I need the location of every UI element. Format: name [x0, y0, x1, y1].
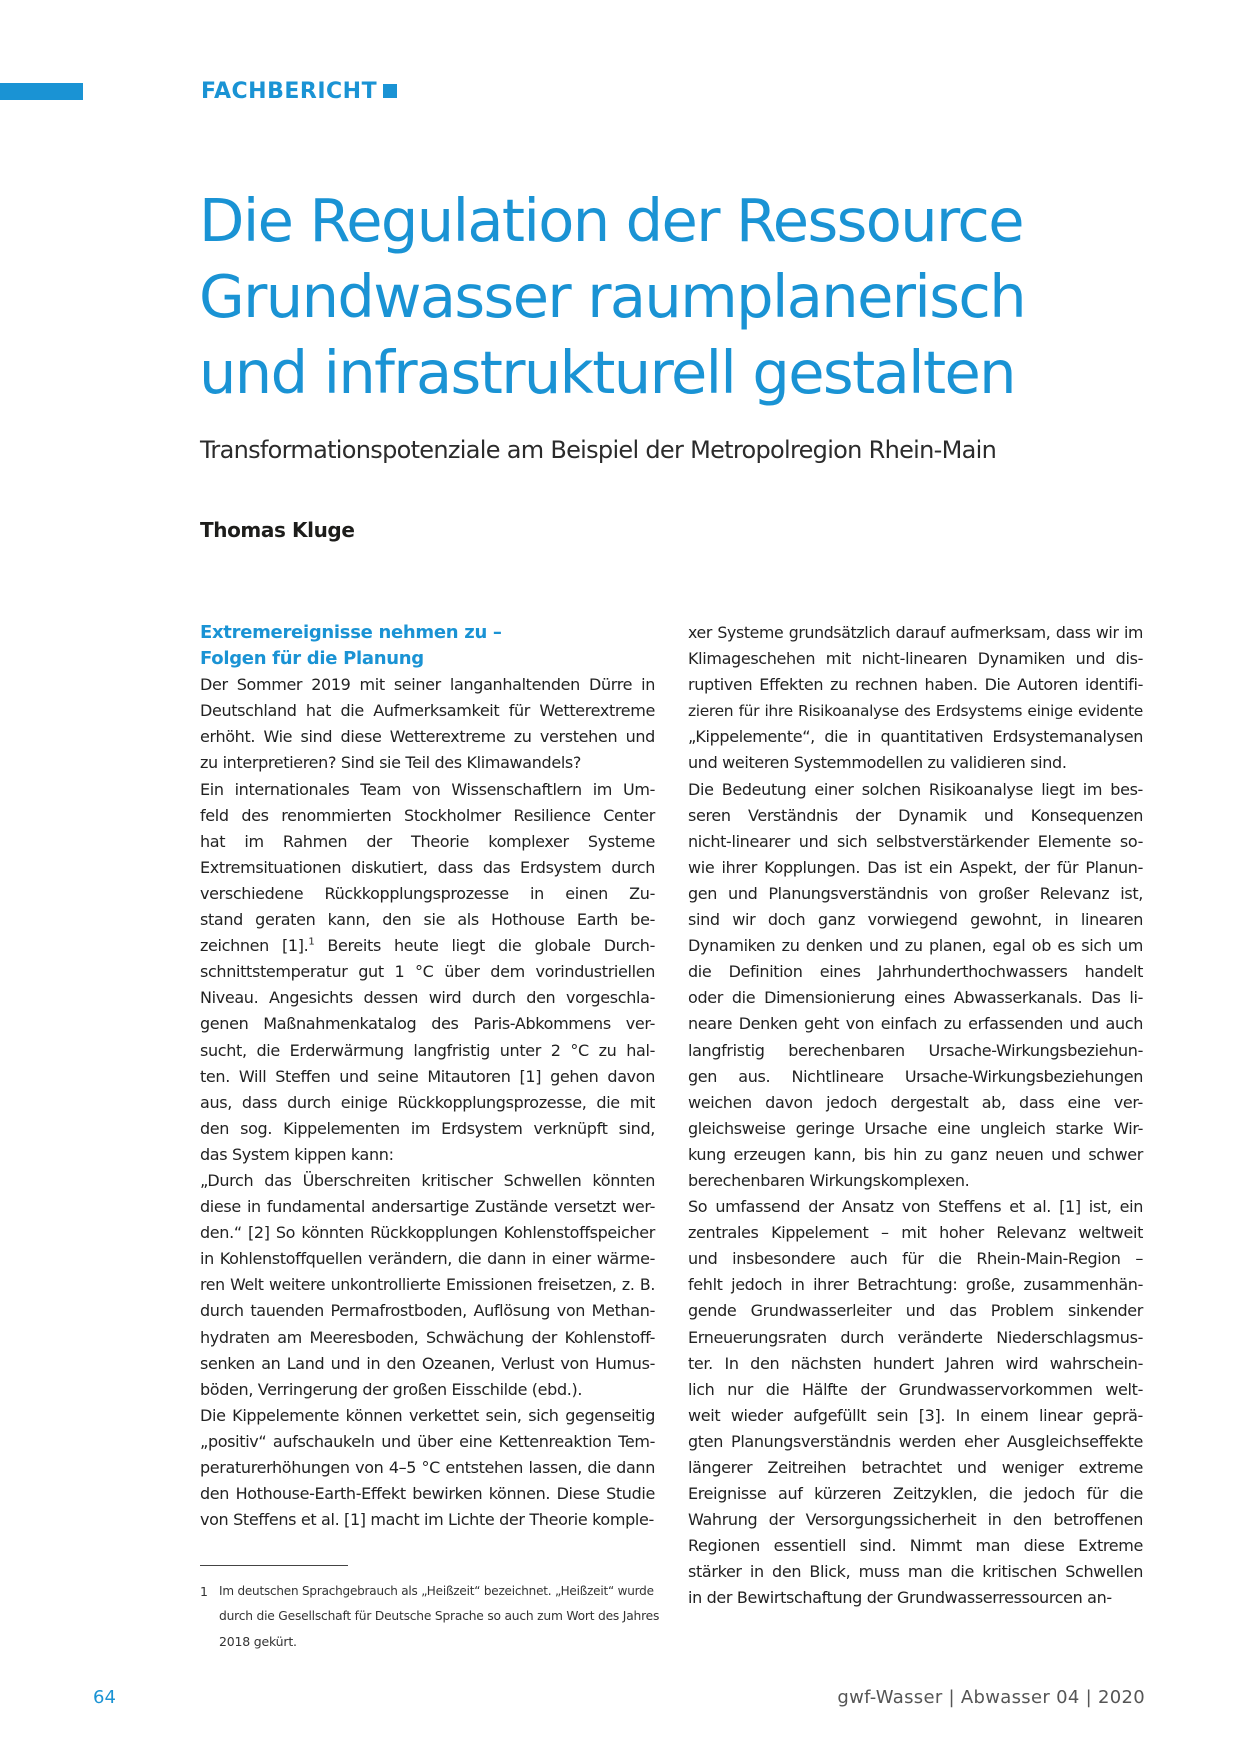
text-line: und weiteren Systemmodellen zu validieren sind.	[688, 753, 1067, 773]
text-line: fehlt jedoch in ihrer Betrachtung: große, zusammenhän-	[688, 1275, 1143, 1295]
right-column	[688, 620, 1143, 1612]
text-line: erhöht. Wie sind diese Wetterextreme zu verstehen und	[200, 727, 655, 747]
text-line: oder die Dimensionierung eines Abwasserkanals. Das li-	[688, 988, 1143, 1008]
text-line: schnittstemperatur gut 1 °C über dem vorindustriellen	[200, 962, 655, 982]
text-line: nicht-linearer und sich selbstverstärkender Elemente so-	[688, 831, 1143, 851]
footnote-line: durch die Gesellschaft für Deutsche Sprache so auch zum Wort des Jahres	[219, 1609, 660, 1623]
text-line: hat im Rahmen der Theorie komplexer Systeme	[200, 831, 655, 851]
text-segment: zeichnen [1].	[200, 936, 309, 956]
text-line: gen aus. Nichtlineare Ursache-Wirkungsbeziehungen	[688, 1066, 1143, 1086]
text-line: in Kohlenstoffquellen verändern, die dann in einer wärme-	[200, 1249, 655, 1269]
article-subtitle: Transformationspotenziale am Beispiel der Metropolregion Rhein-Main	[200, 436, 997, 464]
text-line: „positiv“ aufschaukeln und über eine Kettenreaktion Tem-	[200, 1431, 655, 1451]
text-line: So umfassend der Ansatz von Steffens et al. [1] ist, ein	[688, 1197, 1143, 1217]
text-line: und insbesondere auch für die Rhein-Main-Region –	[688, 1249, 1143, 1269]
text-line: den Hothouse-Earth-Effekt bewirken können. Diese Studie	[200, 1484, 655, 1504]
text-line: Die Bedeutung einer solchen Risikoanalyse liegt im bes-	[688, 779, 1143, 799]
text-line: „Durch das Überschreiten kritischer Schwellen könnten	[200, 1170, 655, 1190]
text-line: gleichsweise geringe Ursache eine ungleich starke Wir-	[688, 1118, 1143, 1138]
text-line: senken an Land und in den Ozeanen, Verlust von Humus-	[200, 1353, 655, 1373]
text-line: ren Welt weitere unkontrollierte Emissionen freisetzen, z. B.	[200, 1275, 655, 1295]
section-heading: Extremereignisse nehmen zu –	[200, 622, 502, 643]
text-line: Erneuerungsraten durch veränderte Niederschlagsmus-	[688, 1327, 1143, 1347]
text-line: Klimageschehen mit nicht-linearen Dynamiken und dis-	[688, 649, 1143, 669]
text-line: Deutschland hat die Aufmerksamkeit für Wetterextreme	[200, 701, 655, 721]
text-line: Dynamiken zu denken und zu planen, egal ob es sich um	[688, 936, 1143, 956]
title-line: Die Regulation der Ressource	[199, 186, 1023, 255]
accent-bar	[0, 83, 83, 100]
footnote-divider	[200, 1565, 348, 1566]
text-line: langfristig berechenbaren Ursache-Wirkungsbeziehun-	[688, 1040, 1143, 1060]
text-line: sind wir doch ganz vorwiegend gewohnt, in linearen	[688, 910, 1143, 930]
text-line: Die Kippelemente können verkettet sein, sich gegenseitig	[200, 1405, 655, 1425]
title-line: und infrastrukturell gestalten	[199, 338, 1015, 407]
text-line: diese in fundamental andersartige Zustände versetzt wer-	[200, 1197, 655, 1217]
text-line: gten Planungsverständnis werden eher Ausgleichseffekte	[688, 1431, 1143, 1451]
text-line: den.“ [2] So könnten Rückkopplungen Kohlenstoffspeicher	[200, 1223, 655, 1243]
section-heading: Folgen für die Planung	[200, 648, 424, 670]
text-line: weichen davon jedoch dergestalt ab, dass eine ver-	[688, 1092, 1143, 1112]
section-label: FACHBERICHT	[201, 79, 378, 104]
text-line: ruptiven Effekten zu rechnen haben. Die Autoren identifi-	[688, 675, 1143, 695]
text-line: den sog. Kippelementen im Erdsystem verknüpft sind,	[200, 1118, 655, 1138]
text-line: böden, Verringerung der großen Eisschilde (ebd.).	[200, 1379, 583, 1399]
footnote-number: 1	[200, 1584, 208, 1599]
journal-name: gwf-Wasser | Abwasser 04 | 2020	[837, 1687, 1145, 1708]
title-line: Grundwasser raumplanerisch	[199, 262, 1025, 331]
text-line: feld des renommierten Stockholmer Resilience Center	[200, 805, 655, 825]
text-line: Regionen essentiell sind. Nimmt man diese Extreme	[688, 1536, 1143, 1556]
text-line: neare Denken geht von einfach zu erfassenden und auch	[688, 1014, 1143, 1034]
text-line: von Steffens et al. [1] macht im Lichte der Theorie komple-	[200, 1510, 654, 1530]
text-line: Wahrung der Versorgungssicherheit in den betroffenen	[688, 1510, 1143, 1530]
text-line: ter. In den nächsten hundert Jahren wird wahrschein-	[688, 1353, 1143, 1373]
text-line: zentrales Kippelement – mit hoher Relevanz weltweit	[688, 1223, 1143, 1243]
author-name: Thomas Kluge	[200, 518, 355, 542]
footnote-line: 2018 gekürt.	[219, 1634, 297, 1649]
text-line: seren Verständnis der Dynamik und Konsequenzen	[688, 805, 1143, 825]
text-line: Niveau. Angesichts dessen wird durch den vorgeschla-	[200, 988, 655, 1008]
text-line: wie ihrer Kopplungen. Das ist ein Aspekt, der für Planun-	[688, 857, 1143, 877]
text-segment: Bereits heute liegt die globale Durch-	[314, 936, 655, 956]
text-line: in der Bewirtschaftung der Grundwasserressourcen an-	[688, 1588, 1112, 1608]
text-line: „Kippelemente“, die in quantitativen Erdsystemanalysen	[688, 727, 1143, 747]
text-line: Ereignisse auf kürzeren Zeitzyklen, die jedoch für die	[688, 1484, 1143, 1504]
text-line: die Definition eines Jahrhunderthochwassers handelt	[688, 962, 1143, 982]
text-line: sucht, die Erderwärmung langfristig unter 2 °C zu hal-	[200, 1040, 655, 1060]
text-line: genen Maßnahmenkatalog des Paris-Abkommens ver-	[200, 1014, 655, 1034]
text-line: hydraten am Meeresboden, Schwächung der Kohlenstoff-	[200, 1327, 655, 1347]
text-line: Der Sommer 2019 mit seiner langanhaltenden Dürre in	[200, 675, 655, 695]
text-line: verschiedene Rückkopplungsprozesse in einen Zu-	[200, 883, 655, 903]
text-line: zu interpretieren? Sind sie Teil des Klimawandels?	[200, 753, 582, 773]
text-line	[200, 933, 655, 959]
text-line: Ein internationales Team von Wissenschaftlern im Um-	[200, 779, 655, 799]
text-line: gen und Planungsverständnis von großer Relevanz ist,	[688, 883, 1143, 903]
text-line: zieren für ihre Risikoanalyse des Erdsystems einige evidente	[688, 702, 1143, 721]
text-line: das System kippen kann:	[200, 1144, 394, 1164]
text-line: weit wieder aufgefüllt sein [3]. In einem linear geprä-	[688, 1405, 1143, 1425]
text-line: Extremsituationen diskutiert, dass das Erdsystem durch	[200, 857, 655, 877]
text-line: stärker in den Blick, muss man die kritischen Schwellen	[688, 1562, 1143, 1582]
footnote-reference: 1	[308, 936, 315, 948]
article-title	[199, 183, 1199, 411]
footnote	[200, 1579, 660, 1654]
text-line: kung erzeugen kann, bis hin zu ganz neuen und schwer	[688, 1144, 1143, 1164]
text-line: aus, dass durch einige Rückkopplungsprozesse, die mit	[200, 1092, 655, 1112]
left-column	[200, 620, 655, 1533]
text-line: gende Grundwasserleiter und das Problem sinkender	[688, 1301, 1143, 1321]
text-line: durch tauenden Permafrostboden, Auflösung von Methan-	[200, 1301, 655, 1321]
text-line: xer Systeme grundsätzlich darauf aufmerksam, dass wir im	[688, 623, 1143, 642]
text-line: lich nur die Hälfte der Grundwasservorkommen welt-	[688, 1379, 1143, 1399]
footnote-line: Im deutschen Sprachgebrauch als „Heißzeit“ bezeichnet. „Heißzeit“ wurde	[219, 1584, 654, 1598]
text-line: stand geraten kann, den sie als Hothouse Earth be-	[200, 910, 655, 930]
text-line: ten. Will Steffen und seine Mitautoren [1] gehen davon	[200, 1066, 655, 1086]
page-number: 64	[93, 1687, 116, 1708]
text-line: peraturerhöhungen von 4–5 °C entstehen lassen, die dann	[200, 1458, 655, 1477]
text-line: berechenbaren Wirkungskomplexen.	[688, 1170, 970, 1190]
section-square-icon	[383, 84, 397, 98]
text-line: längerer Zeitreihen betrachtet und weniger extreme	[688, 1458, 1143, 1477]
